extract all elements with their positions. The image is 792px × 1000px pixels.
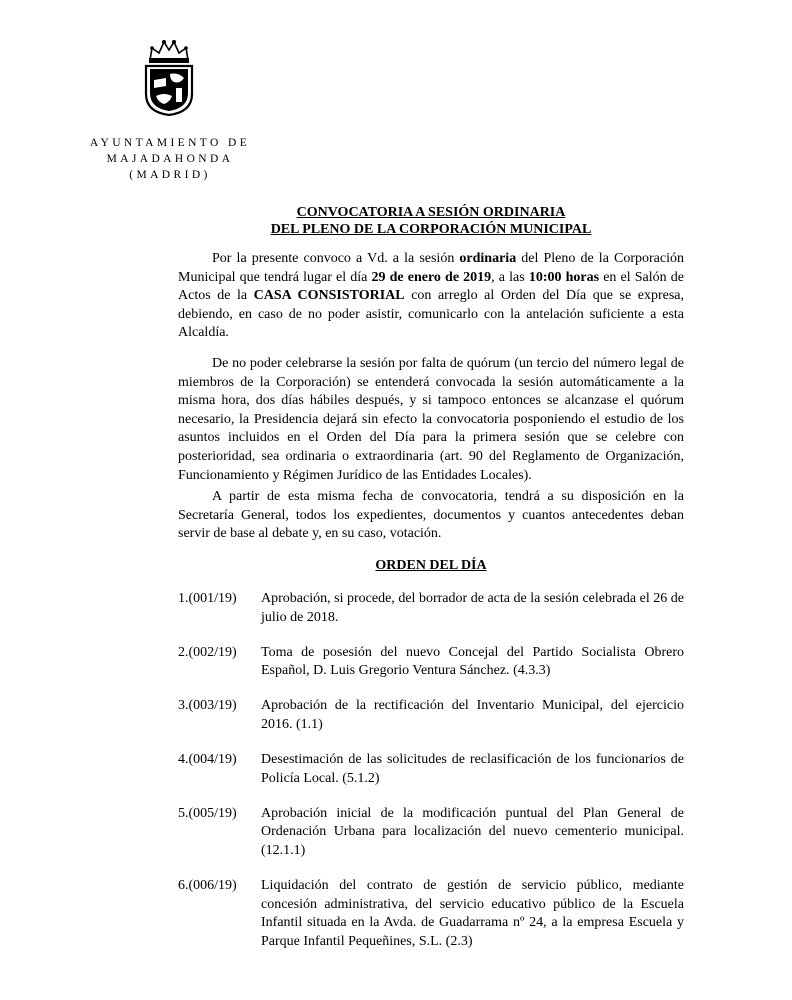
title-line-2: DEL PLENO DE LA CORPORACIÓN MUNICIPAL bbox=[270, 222, 592, 237]
agenda-item bbox=[178, 877, 684, 951]
agenda-list bbox=[178, 590, 684, 968]
agenda-item-text: Liquidación del contrato de gestión de servicio público, mediante concesión administrativa, del servicio educativo público de la Escuela Infantil situada en la Avda. de Guadarrama nº 24, a la empresa Escuela y Parque Infantil Pequeñines, S.L. (2.3) bbox=[261, 878, 684, 949]
intro-paragraph-3: A partir de esta misma fecha de convocatoria, tendrá a su disposición en la Secretaría General, todos los expedientes, documentos y cuantos antecedentes deban servir de base al debate y, en su caso, votación. bbox=[178, 489, 684, 542]
intro-paragraph-1 bbox=[178, 250, 684, 343]
intro-text: Por la presente convoco a Vd. a la sesión bbox=[212, 251, 460, 266]
agenda-item bbox=[178, 590, 684, 627]
session-venue: CASA CONSISTORIAL bbox=[253, 288, 405, 304]
agenda-item-number: 5.(005/19) bbox=[178, 805, 237, 821]
municipality-line-3: (MADRID) bbox=[129, 169, 211, 181]
municipality-line-1: AYUNTAMIENTO DE bbox=[89, 137, 251, 149]
municipal-coat-of-arms-icon bbox=[140, 38, 198, 116]
agenda-item bbox=[178, 697, 684, 734]
agenda-item-text: Toma de posesión del nuevo Concejal del Partido Socialista Obrero Español, D. Luis Gregorio Ventura Sánchez. (4.3.3) bbox=[261, 644, 684, 679]
agenda-item-text: Aprobación, si procede, del borrador de acta de la sesión celebrada el 26 de julio de 2018. bbox=[261, 591, 684, 625]
intro-text: con arreglo al Orden del Día que se expresa, debiendo, en caso de no poder asistir, comunicarlo con la antelación suficiente a esta Alcaldía. bbox=[178, 288, 685, 341]
intro-text: del Pleno de la Corporación Municipal que tendrá lugar el día bbox=[178, 251, 684, 285]
agenda-item-number: 1.(001/19) bbox=[178, 591, 237, 606]
title-line-1: CONVOCATORIA A SESIÓN ORDINARIA bbox=[296, 205, 566, 220]
session-time: 10:00 horas bbox=[528, 269, 600, 285]
agenda-item-number: 2.(002/19) bbox=[178, 644, 237, 660]
agenda-heading: ORDEN DEL DÍA bbox=[375, 558, 487, 573]
agenda-item-text: Aprobación de la rectificación del Inventario Municipal, del ejercicio 2016. (1.1) bbox=[261, 698, 684, 732]
municipality-line-2: MAJADAHONDA bbox=[106, 153, 234, 165]
agenda-item bbox=[178, 644, 684, 681]
agenda-item bbox=[178, 805, 684, 861]
agenda-item-text: Desestimación de las solicitudes de reclasificación de los funcionarios de Policía Local. (5.1.2) bbox=[261, 752, 684, 786]
agenda-item-text: Aprobación inicial de la modificación puntual del Plan General de Ordenación Urbana para localización del nuevo cementerio municipal. (12.1.1) bbox=[261, 805, 684, 858]
agenda-item-number: 6.(006/19) bbox=[178, 878, 237, 894]
agenda-item bbox=[178, 751, 684, 788]
intro-text: en el Salón de Actos de la bbox=[178, 269, 685, 304]
agenda-item-number: 4.(004/19) bbox=[178, 752, 237, 768]
intro-paragraph-2: De no poder celebrarse la sesión por falta de quórum (un tercio del número legal de miembros de la Corporación) se entenderá convocada la sesión automáticamente a la misma hora, dos días hábiles después, y si tampoco entonces se alcanzase el quórum necesario, la Presidencia dejará sin efecto la convocatoria posponiendo el estudio de los asuntos incluidos en el Orden del Día para la primera sesión que se celebre con posterioridad, sea ordinaria o extraordinaria (art. 90 del Reglamento de Organización, Funcionamiento y Régimen Jurídico de las Entidades Locales). bbox=[178, 356, 684, 483]
intro-text: , a las bbox=[491, 269, 529, 285]
municipality-header bbox=[70, 135, 270, 183]
agenda-item-number: 3.(003/19) bbox=[178, 698, 237, 714]
session-date: 29 de enero de 2019 bbox=[371, 269, 492, 285]
document-title bbox=[180, 204, 682, 238]
session-type: ordinaria bbox=[459, 251, 517, 266]
